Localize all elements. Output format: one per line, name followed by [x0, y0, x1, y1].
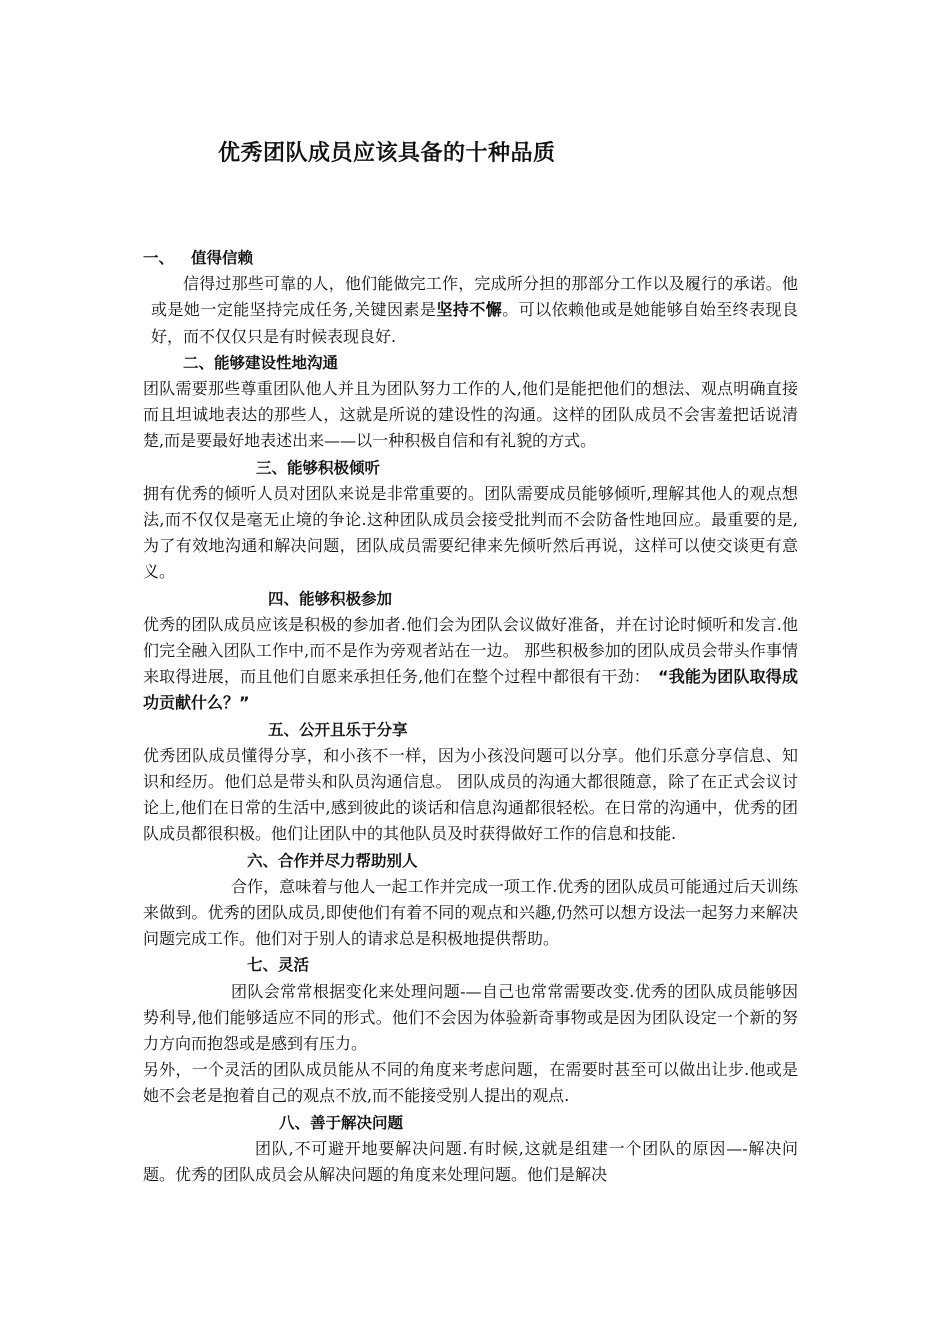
section-paragraph-6: 合作，意味着与他人一起工作并完成一项工作.优秀的团队成员可能通过后天训练来做到。优秀的团队成员,即使他们有着不同的观点和兴趣,仍然可以想方设法一起努力来解决问题完成工作。他们对于别人的请求总是积极地提供帮助。	[143, 876, 798, 949]
section-number-1: 一、	[143, 249, 175, 267]
section-heading-4: 四、能够积极参加	[268, 589, 393, 608]
section-heading-6: 六、合作并尽力帮助别人	[247, 851, 418, 870]
document-title: 优秀团队成员应该具备的十种品质	[218, 141, 556, 166]
section-heading-5: 五、公开且乐于分享	[268, 720, 408, 739]
section-paragraph-2: 团队需要那些尊重团队他人并且为团队努力工作的人,他们是能把他们的想法、观点明确直接而且坦诚地表达的那些人，这就是所说的建设性的沟通。这样的团队成员不会害羞把话说清楚,而是要最好地表述出来——以一种积极自信和有礼貌的方式。	[143, 378, 798, 451]
paragraph-text: 优秀的团队成员应该是积极的参加者.他们会为团队会议做好准备，并在讨论时倾听和发言.他们完全融入团队工作中,而不是作为旁观者站在一边。 那些积极参加的团队成员会带头作事情来取得进展，而且他们自愿来承担任务,他们在整个过程中都很有干劲：	[143, 614, 798, 687]
section-paragraph-7b: 另外，一个灵活的团队成员能从不同的角度来考虑问题，在需要时甚至可以做出让步.他或是她不会老是抱着自己的观点不放,而不能接受别人提出的观点.	[143, 1060, 798, 1106]
paragraph-text: 。可以依赖他或是她能够自始至终表现良好，而不仅仅只是有时候表现良好.	[151, 300, 798, 346]
emphasis-quote: “我能为团队取得成功贡献什么？”	[143, 667, 798, 713]
section-paragraph-1	[143, 271, 798, 350]
paragraph-text: 信得过那些可靠的人，他们能做完工作，完成所分担的那部分工作以及履行的承诺。他或是她一定能坚持完成任务,关键因素是	[151, 274, 798, 320]
section-heading-7: 七、灵活	[247, 956, 310, 975]
section-heading-8: 八、善于解决问题	[279, 1113, 404, 1132]
section-paragraph-4	[143, 612, 798, 717]
section-heading-2: 二、能够建设性地沟通	[183, 353, 339, 372]
section-paragraph-7a: 团队会常常根据变化来处理问题-—自己也常常需要改变.优秀的团队成员能够因势利导,他们能够适应不同的形式。他们不会因为体验新奇事物或是因为团队设定一个新的努力方向而抱怨或是感到有压力。	[143, 981, 798, 1053]
emphasis-text: 坚持不懈	[436, 300, 503, 320]
section-heading-1	[143, 245, 798, 271]
section-heading-3: 三、能够积极倾听	[256, 458, 381, 477]
section-paragraph-5: 优秀团队成员懂得分享，和小孩不一样，因为小孩没问题可以分享。他们乐意分享信息、知识和经历。他们总是带头和队员沟通信息。 团队成员的沟通大都很随意，除了在正式会议讨论上,他们在日常的生活中,感到彼此的谈话和信息沟通都很轻松。在日常的沟通中，优秀的团队成员都很积极。他们让团队中的其他队员及时获得做好工作的信息和技能.	[143, 745, 798, 844]
section-paragraph-8: 团队,不可避开地要解决问题.有时候,这就是组建一个团队的原因—-解决问题。优秀的团队成员会从解决问题的角度来处理问题。他们是解决	[143, 1138, 798, 1184]
section-heading-text-1: 值得信赖	[191, 249, 254, 267]
document-body	[143, 245, 798, 1188]
section-paragraph-3: 拥有优秀的倾听人员对团队来说是非常重要的。团队需要成员能够倾听,理解其他人的观点想法,而不仅仅是毫无止境的争论.这种团队成员会接受批判而不会防备性地回应。最重要的是,为了有效地沟通和解决问题，团队成员需要纪律来先倾听然后再说，这样可以使交谈更有意义。	[143, 483, 798, 582]
